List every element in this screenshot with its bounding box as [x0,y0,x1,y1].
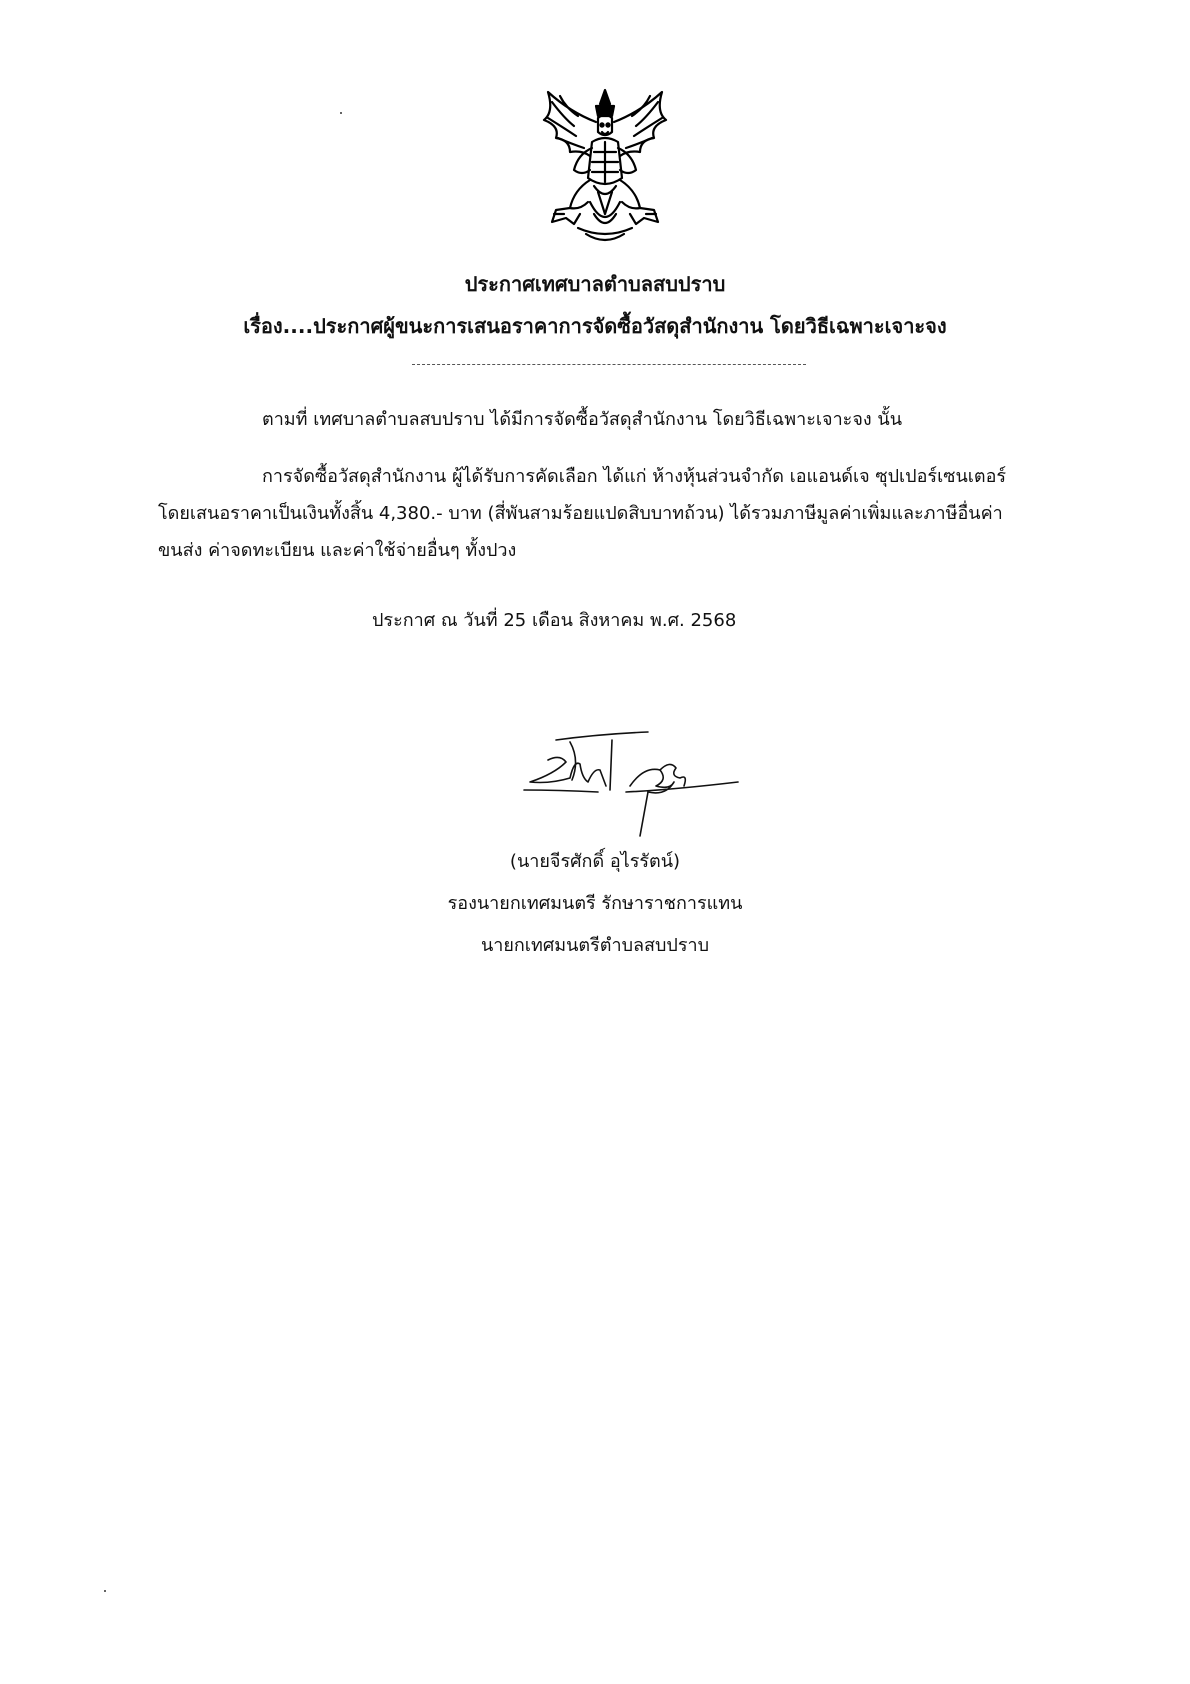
body-paragraph-2-line-3: ขนส่ง ค่าจดทะเบียน และค่าใช้จ่ายอื่นๆ ทั้งปวง [158,540,517,561]
signatory-position-1: รองนายกเทศมนตรี รักษาราชการแทน [447,893,743,914]
signatory-position-2: นายกเทศมนตรีตำบลสบปราบ [480,935,710,956]
scan-speck [104,1590,106,1592]
garuda-emblem-icon [530,82,680,252]
body-paragraph-2-line-1: การจัดซื้อวัสดุสำนักงาน ผู้ได้รับการคัดเลือก ได้แก่ ห้างหุ้นส่วนจำกัด เอแอนด์เจ ซุปเปอร์เซนเตอร์ [262,466,1007,487]
announcement-subject: เรื่อง....ประกาศผู้ขนะการเสนอราคาการจัดซื้อวัสดุสำนักงาน โดยวิธีเฉพาะเจาะจง [243,314,947,338]
body-paragraph-1: ตามที่ เทศบาลตำบลสบปราบ ได้มีการจัดซื้อวัสดุสำนักงาน โดยวิธีเฉพาะเจาะจง นั้น [262,409,903,430]
announcement-title: ประกาศเทศบาลตำบลสบปราบ [464,272,726,296]
dashed-divider [412,364,806,365]
handwritten-signature-icon [510,730,750,842]
announcement-date: ประกาศ ณ วันที่ 25 เดือน สิงหาคม พ.ศ. 2568 [372,610,737,631]
body-paragraph-2-line-2: โดยเสนอราคาเป็นเงินทั้งสิ้น 4,380.- บาท (สี่พันสามร้อยแปดสิบบาทถ้วน) ได้รวมภาษีมูลค่าเพิ่มและภาษีอื่นค่า [158,503,1003,524]
scan-speck [340,112,342,114]
signatory-name: (นายจีรศักดิ์ อุไรรัตน์) [509,851,681,872]
